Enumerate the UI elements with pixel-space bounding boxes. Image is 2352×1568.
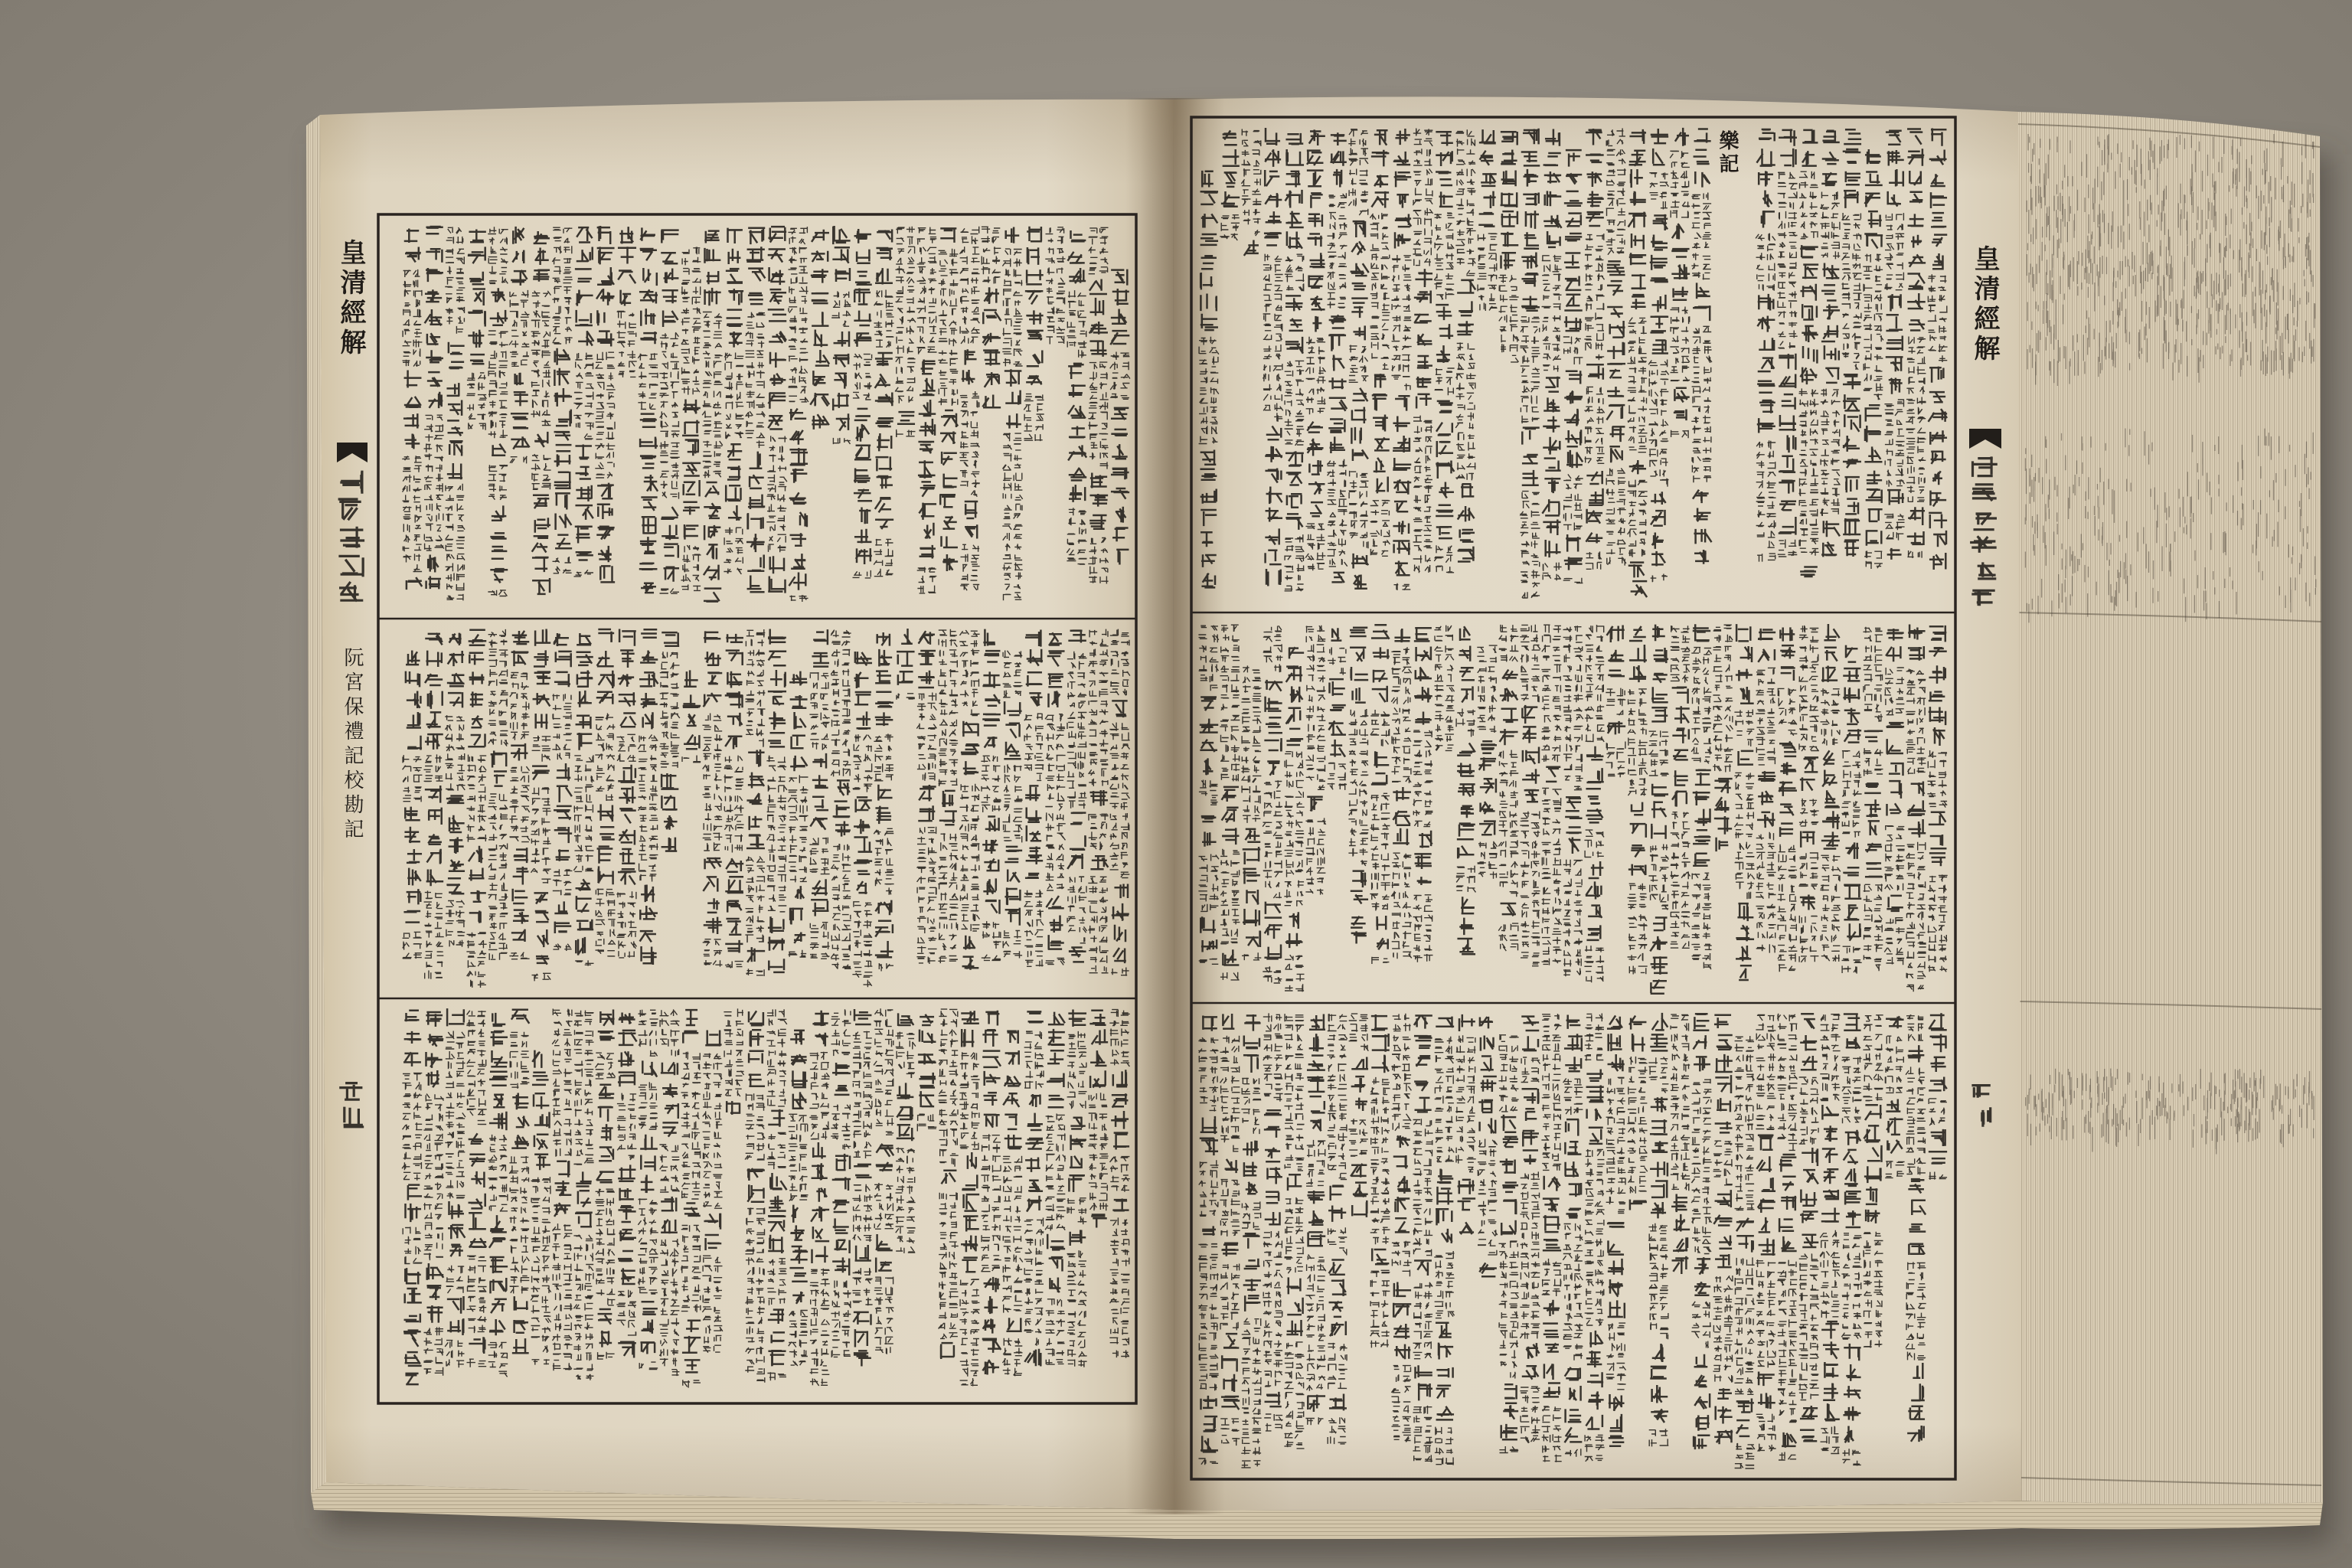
left-page-margin-book-title: 阮宮保禮記校勘記 — [341, 647, 364, 843]
right-page-margin-title: 皇清經解 — [1969, 245, 2000, 364]
right-page-section-heading: 樂記 — [1716, 130, 1739, 176]
left-page-margin-title: 皇清經解 — [335, 239, 366, 358]
gutter-shadow — [1125, 98, 1225, 1514]
